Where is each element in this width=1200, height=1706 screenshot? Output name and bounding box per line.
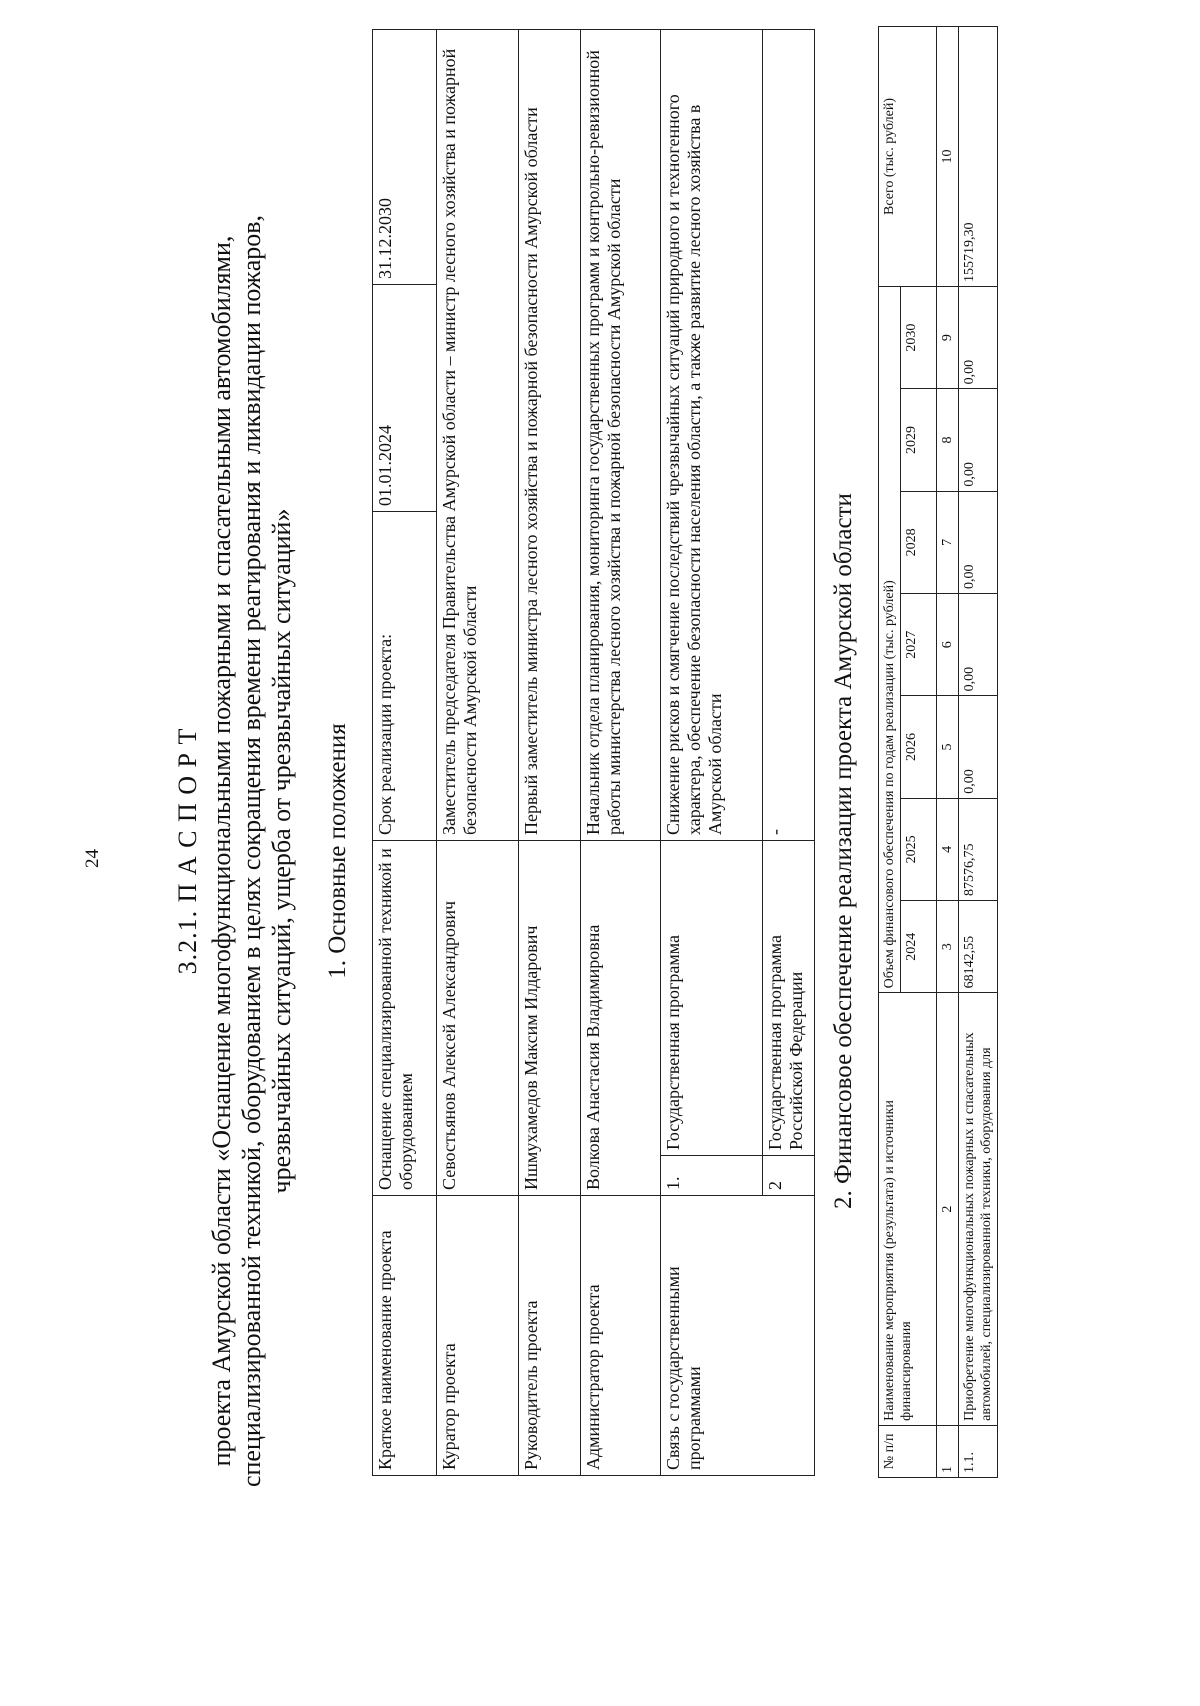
row-1-value-2024: 68142,55 — [959, 901, 998, 993]
leader-label: Руководитель проекта — [519, 1196, 581, 1476]
header-total: Всего (тыс. рублей) — [879, 27, 937, 287]
curator-position: Заместитель председателя Правительства Амурской области – министр лесного хозяйства и пожарной безопасности Амурской области — [437, 29, 519, 840]
col-number-5: 5 — [937, 696, 959, 798]
row-1-name: Приобретение многофункциональных пожарных и спасательных автомобилей, специализированной техники, оборудования для — [959, 993, 998, 1425]
program-2-name: Государственная программа Российской Федерации — [763, 840, 815, 1155]
header-name: Наименование мероприятия (результата) и источники финансирования — [879, 993, 937, 1425]
col-number-9: 9 — [937, 286, 959, 388]
col-number-2: 2 — [937, 993, 959, 1425]
year-2025: 2025 — [901, 798, 937, 900]
period-start: 01.01.2024 — [373, 284, 437, 511]
leader-position: Первый заместитель министра лесного хозяйства и пожарной безопасности Амурской области — [519, 29, 581, 840]
col-number-1: 1 — [937, 1425, 959, 1477]
section-2-heading: 2. Финансовое обеспечение реализации проекта Амурской области — [830, 493, 857, 1209]
curator-label: Куратор проекта — [437, 1196, 519, 1476]
year-2029: 2029 — [901, 389, 937, 491]
row-1-value-2026: 0,00 — [959, 696, 998, 798]
table-row — [937, 27, 959, 1478]
passport-subtitle-line-3: чрезвычайных ситуаций, ущерба от чрезвычайных ситуаций» — [267, 508, 296, 1194]
col-number-6: 6 — [937, 594, 959, 696]
header-volume: Объем финансового обеспечения по годам реализации (тыс. рублей) — [879, 286, 901, 992]
table-row — [879, 27, 901, 1478]
programs-label: Связь с государственными программами — [661, 1196, 815, 1476]
table-row — [959, 27, 998, 1478]
table-row — [581, 29, 661, 1475]
col-number-8: 8 — [937, 389, 959, 491]
period-label: Срок реализации проекта: — [373, 511, 437, 840]
curator-name: Севостьянов Алексей Александрович — [437, 840, 519, 1195]
program-1-name: Государственная программа — [661, 840, 763, 1155]
admin-label: Администратор проекта — [581, 1196, 661, 1476]
program-1-number: 1. — [661, 1156, 763, 1196]
year-2030: 2030 — [901, 286, 937, 388]
col-number-3: 3 — [937, 901, 959, 993]
table-row — [373, 29, 437, 1475]
short-name-label: Краткое наименование проекта — [373, 1196, 437, 1476]
header-num: № п/п — [879, 1425, 937, 1477]
year-2026: 2026 — [901, 696, 937, 798]
year-2027: 2027 — [901, 594, 937, 696]
program-2-value: - — [763, 29, 815, 840]
financing-table — [878, 26, 998, 1478]
table-row — [437, 29, 519, 1475]
passport-title: 3.2.1. П А С П О Р Т — [173, 727, 202, 975]
year-2024: 2024 — [901, 901, 937, 993]
section-1-heading: 1. Основные положения — [324, 723, 351, 979]
leader-name: Ишмухамедов Максим Илдарович — [519, 840, 581, 1195]
program-1-value: Снижение рисков и смягчение последствий чрезвычайных ситуаций природного и техногенного характера, обеспечение безопасности населения области, а также развитие лесного хозяйства в Амурской области — [661, 29, 763, 840]
passport-subtitle-line-2: специализированной техникой, оборудованием в целях сокращения времени реагирования и ликвидации пожаров, — [237, 214, 266, 1488]
col-number-10: 10 — [937, 27, 959, 287]
admin-name: Волкова Анастасия Владимировна — [581, 840, 661, 1195]
period-end: 31.12.2030 — [373, 29, 437, 284]
admin-position: Начальник отдела планирования, мониторинга государственных программ и контрольно-ревизионной работы министерства лесного хозяйства и пожарной безопасности Амурской области — [581, 29, 661, 840]
col-number-7: 7 — [937, 491, 959, 593]
passport-subtitle-line-1: проекта Амурской области «Оснащение многофункциональными пожарными и спасательными автомобилями, — [207, 235, 236, 1467]
row-1-value-2029: 0,00 — [959, 389, 998, 491]
year-2028: 2028 — [901, 491, 937, 593]
short-name-value: Оснащение специализированной техникой и оборудованием — [373, 840, 437, 1195]
program-2-number: 2 — [763, 1156, 815, 1196]
table-row — [661, 29, 763, 1475]
main-provisions-table — [372, 29, 815, 1476]
col-number-4: 4 — [937, 798, 959, 900]
page-number: 24 — [82, 849, 103, 868]
row-1-value-2025: 87576,75 — [959, 798, 998, 900]
row-1-value-2027: 0,00 — [959, 594, 998, 696]
row-1-value-2030: 0,00 — [959, 286, 998, 388]
table-row — [519, 29, 581, 1475]
row-1-total: 155719,30 — [959, 27, 998, 287]
row-1-value-2028: 0,00 — [959, 491, 998, 593]
row-1-number: 1.1. — [959, 1425, 998, 1477]
